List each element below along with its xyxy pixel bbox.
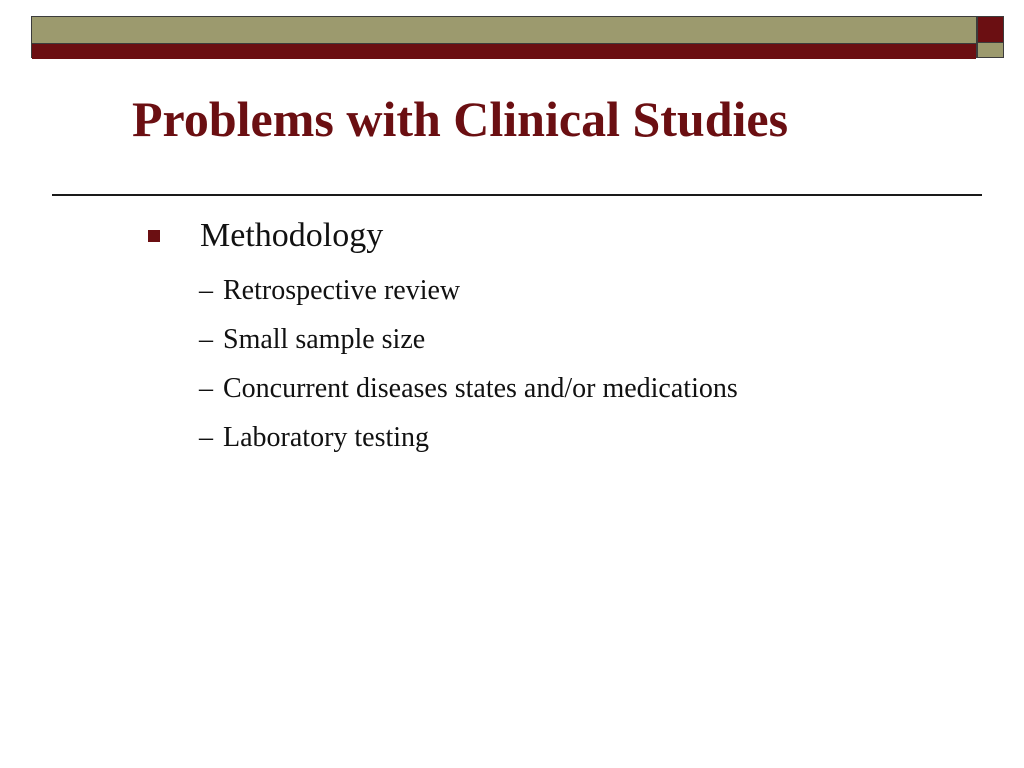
dash-marker: – [199,323,213,355]
sub-bullet-item [199,315,738,364]
dash-marker: – [199,421,213,453]
bullet-text: Methodology [200,217,384,254]
header-band [31,16,977,58]
sub-bullet-text: Retrospective review [223,274,461,306]
sub-bullet-item [199,413,738,462]
dash-marker: – [199,372,213,404]
bullet-item [148,214,383,258]
header-stripe [32,43,976,59]
sub-bullet-list [199,266,738,462]
slide-title: Problems with Clinical Studies [132,91,789,147]
sub-bullet-item [199,364,738,413]
sub-bullet-text: Concurrent diseases states and/or medications [223,372,738,404]
corner-square-top [977,16,1004,43]
sub-bullet-text: Laboratory testing [223,421,430,453]
corner-square-bottom [977,42,1004,58]
sub-bullet-item [199,266,738,315]
sub-bullet-text: Small sample size [223,323,426,355]
dash-marker: – [199,274,213,306]
square-bullet-icon [148,230,160,242]
title-divider [52,194,982,196]
